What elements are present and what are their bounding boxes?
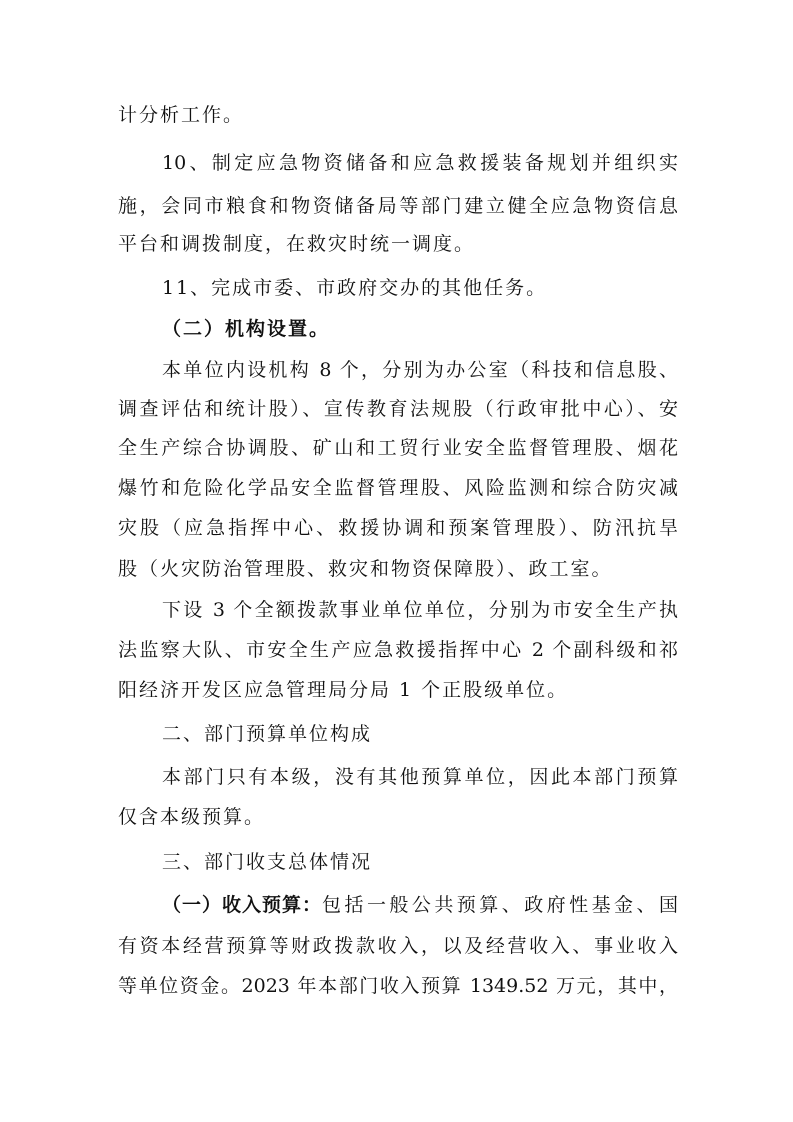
paragraph-line <box>162 893 678 917</box>
paragraph-line: 调查评估和统计股）、宣传教育法规股（行政审批中心）、安 <box>118 398 678 420</box>
paragraph-line: 法监察大队、市安全生产应急救援指挥中心 2 个副科级和祁 <box>118 639 678 661</box>
inline-bold-lead: （一）收入预算： <box>162 894 323 916</box>
paragraph-line: 阳经济开发区应急管理局分局 1 个正股级单位。 <box>118 679 569 701</box>
paragraph-line: 灾股（应急指挥中心、救援协调和预案管理股）、防汛抗旱 <box>118 517 678 539</box>
paragraph-line: 本单位内设机构 8 个，分别为办公室（科技和信息股、 <box>162 359 678 381</box>
section-heading: （二）机构设置。 <box>162 318 331 340</box>
paragraph-line: 本部门只有本级，没有其他预算单位，因此本部门预算 <box>162 766 678 788</box>
paragraph-line: 全生产综合协调股、矿山和工贸行业安全监督管理股、烟花 <box>118 437 678 459</box>
paragraph-line: 等单位资金。2023 年本部门收入预算 1349.52 万元，其中， <box>118 975 678 997</box>
paragraph-line: 下设 3 个全额拨款事业单位单位，分别为市安全生产执 <box>162 599 678 621</box>
paragraph-line: 爆竹和危险化学品安全监督管理股、风险监测和综合防灾减 <box>118 477 678 499</box>
paragraph-line: 11、完成市委、市政府交办的其他任务。 <box>162 277 548 299</box>
section-heading: 二、部门预算单位构成 <box>162 723 373 745</box>
paragraph-line: 股（火灾防治管理股、救灾和物资保障股）、政工室。 <box>118 558 613 580</box>
inline-text: 包括一般公共预算、政府性基金、国 <box>322 894 678 916</box>
paragraph-line: 有资本经营预算等财政拨款收入，以及经营收入、事业收入 <box>118 935 678 957</box>
paragraph-line: 10、制定应急物资储备和应急救援装备规划并组织实 <box>162 152 678 174</box>
paragraph-line: 平台和调拨制度，在救灾时统一调度。 <box>118 233 476 255</box>
paragraph-line: 施，会同市粮食和物资储备局等部门建立健全应急物资信息 <box>118 195 678 217</box>
paragraph-line: 计分析工作。 <box>118 104 245 126</box>
section-heading: 三、部门收支总体情况 <box>162 851 373 873</box>
paragraph-line: 仅含本级预算。 <box>118 806 266 828</box>
